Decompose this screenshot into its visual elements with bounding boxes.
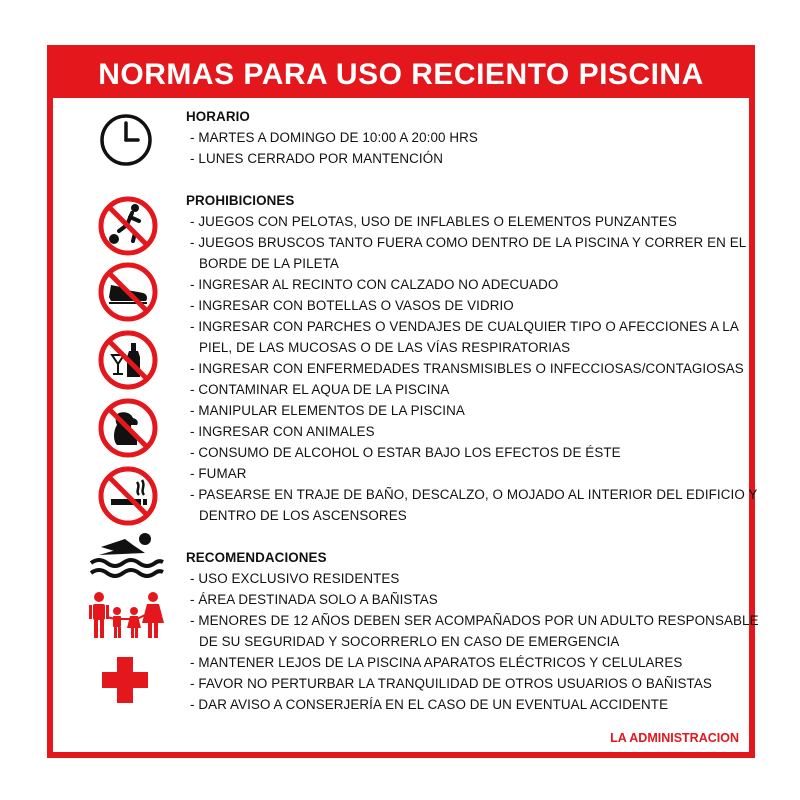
section-heading-prohibiciones: PROHIBICIONES	[186, 193, 295, 208]
list-item: - USO EXCLUSIVO RESIDENTES	[186, 568, 759, 589]
footer-signature: LA ADMINISTRACION	[610, 731, 739, 745]
list-item: - PASEARSE EN TRAJE DE BAÑO, DESCALZO, O MOJADO AL INTERIOR DEL EDIFICIO Y DENTRO DE LOS ASCENSORES	[186, 484, 759, 526]
list-item: - LUNES CERRADO POR MANTENCIÓN	[186, 148, 759, 169]
no-animals-icon	[97, 397, 159, 459]
list-item: - MENORES DE 12 AÑOS DEBEN SER ACOMPAÑADOS POR UN ADULTO RESPONSABLE DE SU SEGURIDAD Y SOCORRERLO EN CASO DE EMERGENCIA	[186, 610, 759, 652]
list-item: - MANIPULAR ELEMENTOS DE LA PISCINA	[186, 400, 759, 421]
list-item: - INGRESAR CON ENFERMEDADES TRANSMISIBLES O INFECCIOSAS/CONTAGIOSAS	[186, 358, 759, 379]
clock-icon	[98, 112, 154, 168]
list-item: - INGRESAR CON PARCHES O VENDAJES DE CUALQUIER TIPO O AFECCIONES A LA PIEL, DE LAS MUCOSAS O DE LAS VÍAS RESPIRATORIAS	[186, 316, 759, 358]
list-item: - MARTES A DOMINGO DE 10:00 A 20:00 HRS	[186, 127, 759, 148]
list-item: - CONTAMINAR EL AQUA DE LA PISCINA	[186, 379, 759, 400]
no-ball-games-icon	[97, 195, 159, 257]
list-item: - DAR AVISO A CONSERJERÍA EN EL CASO DE UN EVENTUAL ACCIDENTE	[186, 694, 759, 715]
no-smoking-icon	[97, 465, 159, 527]
section-heading-recomendaciones: RECOMENDACIONES	[186, 550, 327, 565]
list-item: - MANTENER LEJOS DE LA PISCINA APARATOS ELÉCTRICOS Y CELULARES	[186, 652, 759, 673]
list-item: - CONSUMO DE ALCOHOL O ESTAR BAJO LOS EFECTOS DE ÉSTE	[186, 442, 759, 463]
list-item: - INGRESAR AL RECINTO CON CALZADO NO ADECUADO	[186, 274, 759, 295]
family-icon	[87, 591, 167, 641]
section-recomendaciones	[186, 547, 759, 715]
list-item: - ÁREA DESTINADA SOLO A BAÑISTAS	[186, 589, 759, 610]
list-item: - JUEGOS BRUSCOS TANTO FUERA COMO DENTRO DE LA PISCINA Y CORRER EN EL BORDE DE LA PILETA	[186, 232, 759, 274]
sign-title: NORMAS PARA USO RECIENTO PISCINA	[53, 51, 749, 98]
red-cross-icon	[100, 655, 150, 705]
section-heading-horario: HORARIO	[186, 109, 250, 124]
list-item: - JUEGOS CON PELOTAS, USO DE INFLABLES O ELEMENTOS PUNZANTES	[186, 211, 759, 232]
pool-rules-sign	[47, 45, 759, 758]
section-horario	[186, 106, 759, 169]
swimmer-icon	[87, 525, 165, 581]
no-shoes-icon	[97, 261, 159, 323]
list-item: - FAVOR NO PERTURBAR LA TRANQUILIDAD DE OTROS USUARIOS O BAÑISTAS	[186, 673, 759, 694]
no-alcohol-glass-icon	[97, 329, 159, 391]
section-prohibiciones	[186, 190, 759, 526]
list-item: - FUMAR	[186, 463, 759, 484]
list-item: - INGRESAR CON BOTELLAS O VASOS DE VIDRIO	[186, 295, 759, 316]
list-item: - INGRESAR CON ANIMALES	[186, 421, 759, 442]
